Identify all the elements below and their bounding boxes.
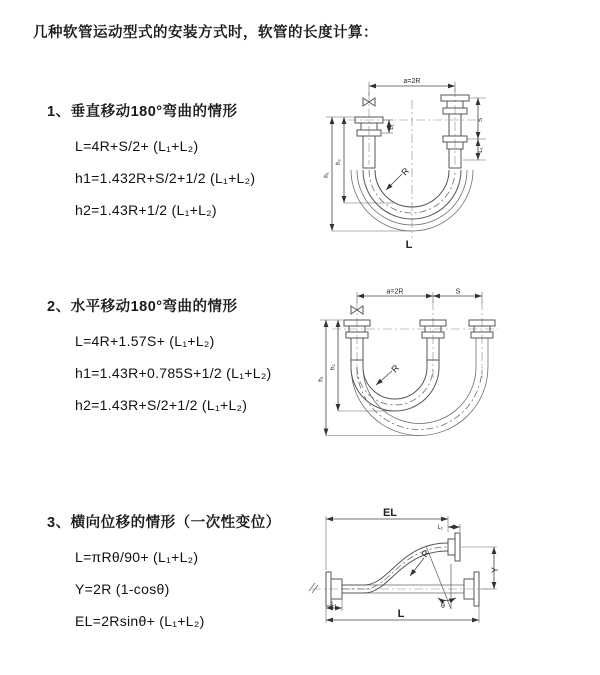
formula-length: L=4R+S/2+ (L₁+L₂) (75, 138, 199, 154)
angle-label: θ (441, 603, 445, 610)
radius-leader (386, 165, 411, 190)
diagram-lateral-displacement (298, 502, 598, 667)
dim-label-l1: L₁ (388, 124, 395, 130)
length-label: L (405, 239, 413, 251)
dimension-l1-bottom (326, 599, 342, 611)
hose-displaced-position (342, 533, 460, 593)
section-lateral-displacement (47, 511, 281, 637)
dim-label-l1: L₁ (437, 524, 443, 531)
section-2-heading: 2、水平移动180°弯曲的情形 (47, 299, 238, 315)
formula-length: L=πRθ/90+ (L₁+L₂) (75, 549, 199, 565)
formula-el: EL=2Rsinθ+ (L₁+L₂) (75, 613, 205, 629)
dimension-a2r (357, 289, 433, 304)
formula-h1: h1=1.432R+S/2+1/2 (L₁+L₂) (75, 170, 256, 186)
formula-h1: h1=1.43R+0.785S+1/2 (L₁+L₂) (75, 365, 272, 381)
upper-flange-plate (455, 533, 460, 561)
section-1-heading: 1、垂直移动180°弯曲的情形 (47, 104, 238, 120)
dim-label-h2: h₂ (335, 159, 342, 165)
dim-label-l: L (397, 608, 405, 620)
radius-label: R (389, 362, 402, 375)
diagram-vertical-180-bend (312, 70, 597, 260)
dimension-s (467, 98, 486, 139)
dimension-h1 (318, 320, 421, 436)
section-vertical-movement (47, 100, 255, 226)
section-3-heading: 3、横向位移的情形（一次性变位） (47, 515, 281, 531)
dim-label-s: S (477, 117, 484, 123)
dim-label-a2r: a=2R (386, 288, 404, 296)
dim-label-el: EL (382, 507, 398, 519)
formula-h2: h2=1.43R+S/2+1/2 (L₁+L₂) (75, 397, 248, 413)
dim-label-s: S (455, 288, 461, 296)
radius-leader (376, 362, 401, 385)
dim-label-l1: L₁ (477, 147, 484, 153)
formula-length: L=4R+1.57S+ (L₁+L₂) (75, 333, 215, 349)
section-horizontal-movement (47, 295, 272, 421)
formula-h2: h2=1.43R+1/2 (L₁+L₂) (75, 202, 217, 218)
dimension-a2r (369, 78, 455, 96)
break-mark (309, 583, 318, 593)
dim-label-l1: L₁ (331, 601, 337, 608)
angle-theta (426, 546, 456, 610)
dimension-el (326, 507, 448, 570)
upper-flange-hub (448, 539, 455, 555)
dimension-l1-top (437, 524, 460, 532)
dimension-l1-left (382, 120, 395, 133)
dimension-y (461, 547, 500, 589)
radius-label: R (419, 548, 432, 560)
dimension-l (326, 606, 479, 623)
dimension-h1 (323, 117, 410, 231)
hose-position-b (351, 338, 488, 436)
diagram-horizontal-180-bend (312, 287, 597, 462)
dim-label-h1: h₁ (317, 376, 325, 382)
dim-label-a2r: a=2R (403, 78, 421, 85)
page-title: 几种软管运动型式的安装方式时，软管的长度计算： (33, 25, 378, 41)
dim-label-h1: h₁ (323, 172, 330, 178)
dim-label-y: Y (490, 566, 500, 574)
dimension-s (433, 289, 482, 304)
dim-label-h2: h₂ (329, 364, 337, 370)
formula-y: Y=2R (1-cosθ) (75, 581, 170, 597)
radius-label: R (399, 165, 412, 178)
